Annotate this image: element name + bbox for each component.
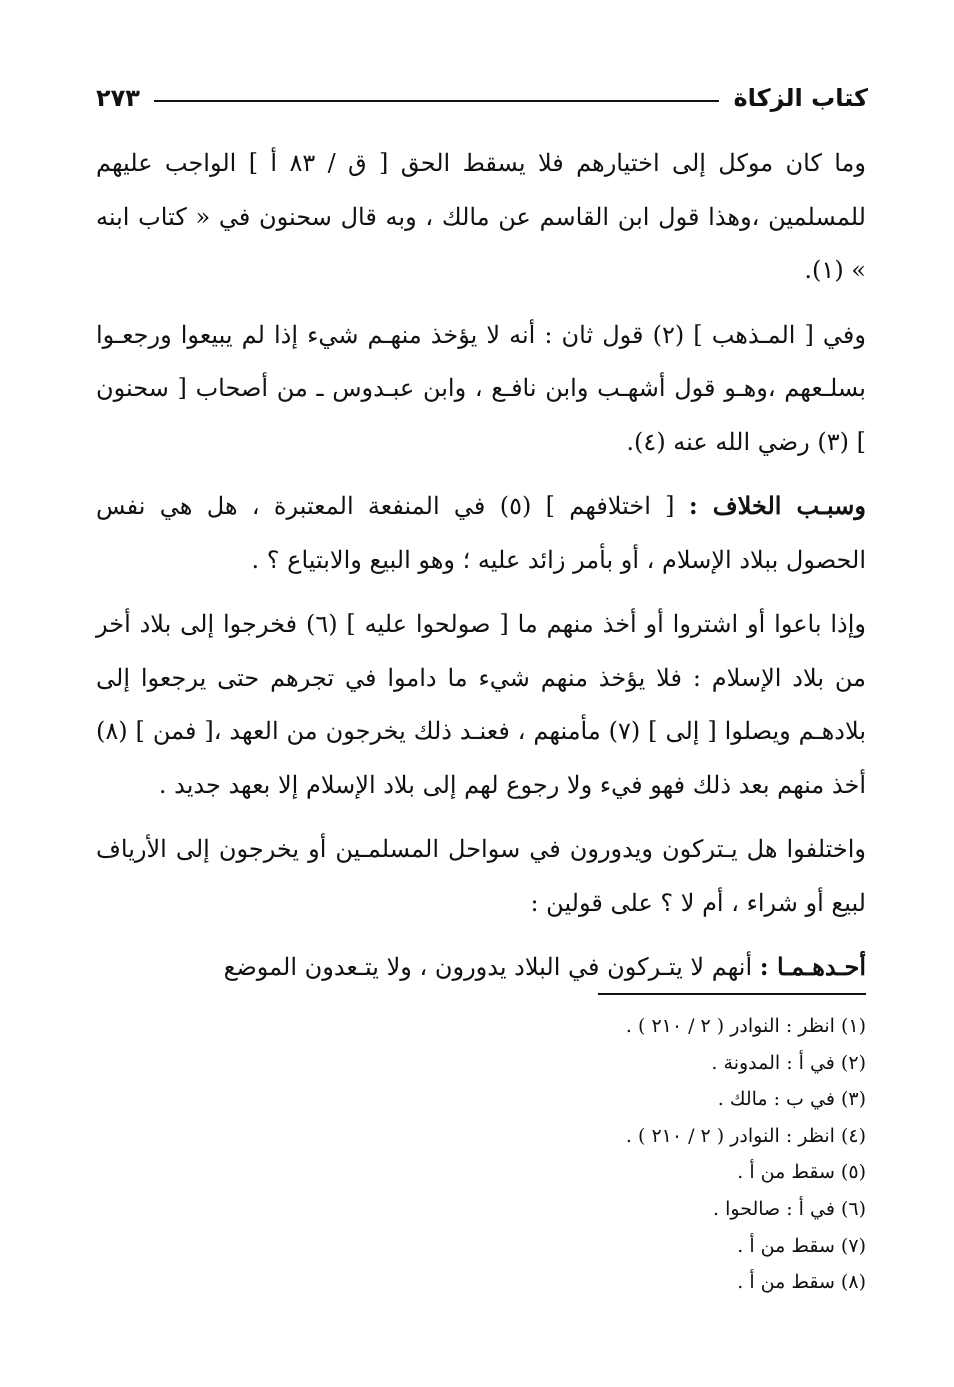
paragraph-text: أنهم لا يتـركون في البلاد يدورون ، ولا يتـعدون الموضع xyxy=(223,953,760,981)
paragraph xyxy=(96,940,866,995)
paragraph-text: وفي [ المـذهب ] (٢) قول ثان : أنه لا يؤخذ منهـم شيء إذا لم يبيعوا ورجعـوا بسلـعهم ،وهـو قول أشهـب وابن نافـع ، وابن عبـدوس ـ من أصحاب [ سحنون ] (٣) رضي الله عنه (٤). xyxy=(96,320,866,456)
paragraph-text: واختلفوا هل يـتركون ويدورون في سواحل المسلمـين أو يخرجون إلى الأرياف لبيع أو شراء ، أم لا ؟ على قولين : xyxy=(96,835,866,917)
paragraph xyxy=(96,597,866,812)
book-title: كتاب الزكاة xyxy=(733,84,868,112)
main-text xyxy=(96,136,866,1005)
paragraph xyxy=(96,822,866,930)
paragraph xyxy=(96,308,866,470)
footnote: (٧) سقط من أ . xyxy=(737,1234,866,1257)
paragraph-text: وإذا باعوا أو اشتروا أو أخذ منهم ما [ صولحوا عليه ] (٦) فخرجوا إلى بلاد أخر من بلاد الإسلام : فلا يؤخذ منهم شيء ما داموا في تجرهم حتى يرجعوا إلى بلادهـم ويصلوا [ إلى ] (٧) مأمنهم ، فعنـد ذلك يخرجون من العهد ،[ فمن ] (٨) أخذ منهم بعد ذلك فهو فيء ولا رجوع لهم إلى بلاد الإسلام إلا بعهد جديد . xyxy=(96,610,866,799)
paragraph-lead: وسبـب الخلاف : xyxy=(688,491,866,520)
running-header xyxy=(96,78,868,118)
header-rule xyxy=(154,100,720,102)
footnote-separator xyxy=(598,993,866,995)
footnote: (١) انظر : النوادر ( ٢ / ٢١٠ ) . xyxy=(625,1015,866,1037)
paragraph xyxy=(96,479,866,587)
footnotes-list xyxy=(96,1008,866,1301)
footnote: (٦) في أ : صالحوا . xyxy=(713,1197,866,1220)
footnote: (٨) سقط من أ . xyxy=(737,1271,866,1294)
footnote: (٤) انظر : النوادر ( ٢ / ٢١٠ ) . xyxy=(625,1124,866,1147)
paragraph-lead: أحـدهـمـا : xyxy=(759,952,866,981)
footnote: (٢) في أ : المدونة . xyxy=(711,1051,866,1074)
paragraph-text: [ اختلافهم ] (٥) في المنفعة المعتبرة ، هل هي نفس الحصول ببلاد الإسلام ، أو بأمر زائد عليه ؛ وهو البيع والابتياع ؟ . xyxy=(96,492,866,574)
footnote: (٣) في ب : مالك . xyxy=(717,1088,866,1111)
footnote: (٥) سقط من أ . xyxy=(737,1161,866,1184)
paragraph-text: وما كان موكل إلى اختيارهم فلا يسقط الحق [ ق / ٨٣ أ ] الواجب عليهم للمسلمين ،وهذا قول ابن القاسم عن مالك ، وبه قال سحنون في « كتاب ابنه » (١). xyxy=(96,149,866,284)
page-number: ٢٧٣ xyxy=(96,84,140,112)
paragraph xyxy=(96,136,866,298)
